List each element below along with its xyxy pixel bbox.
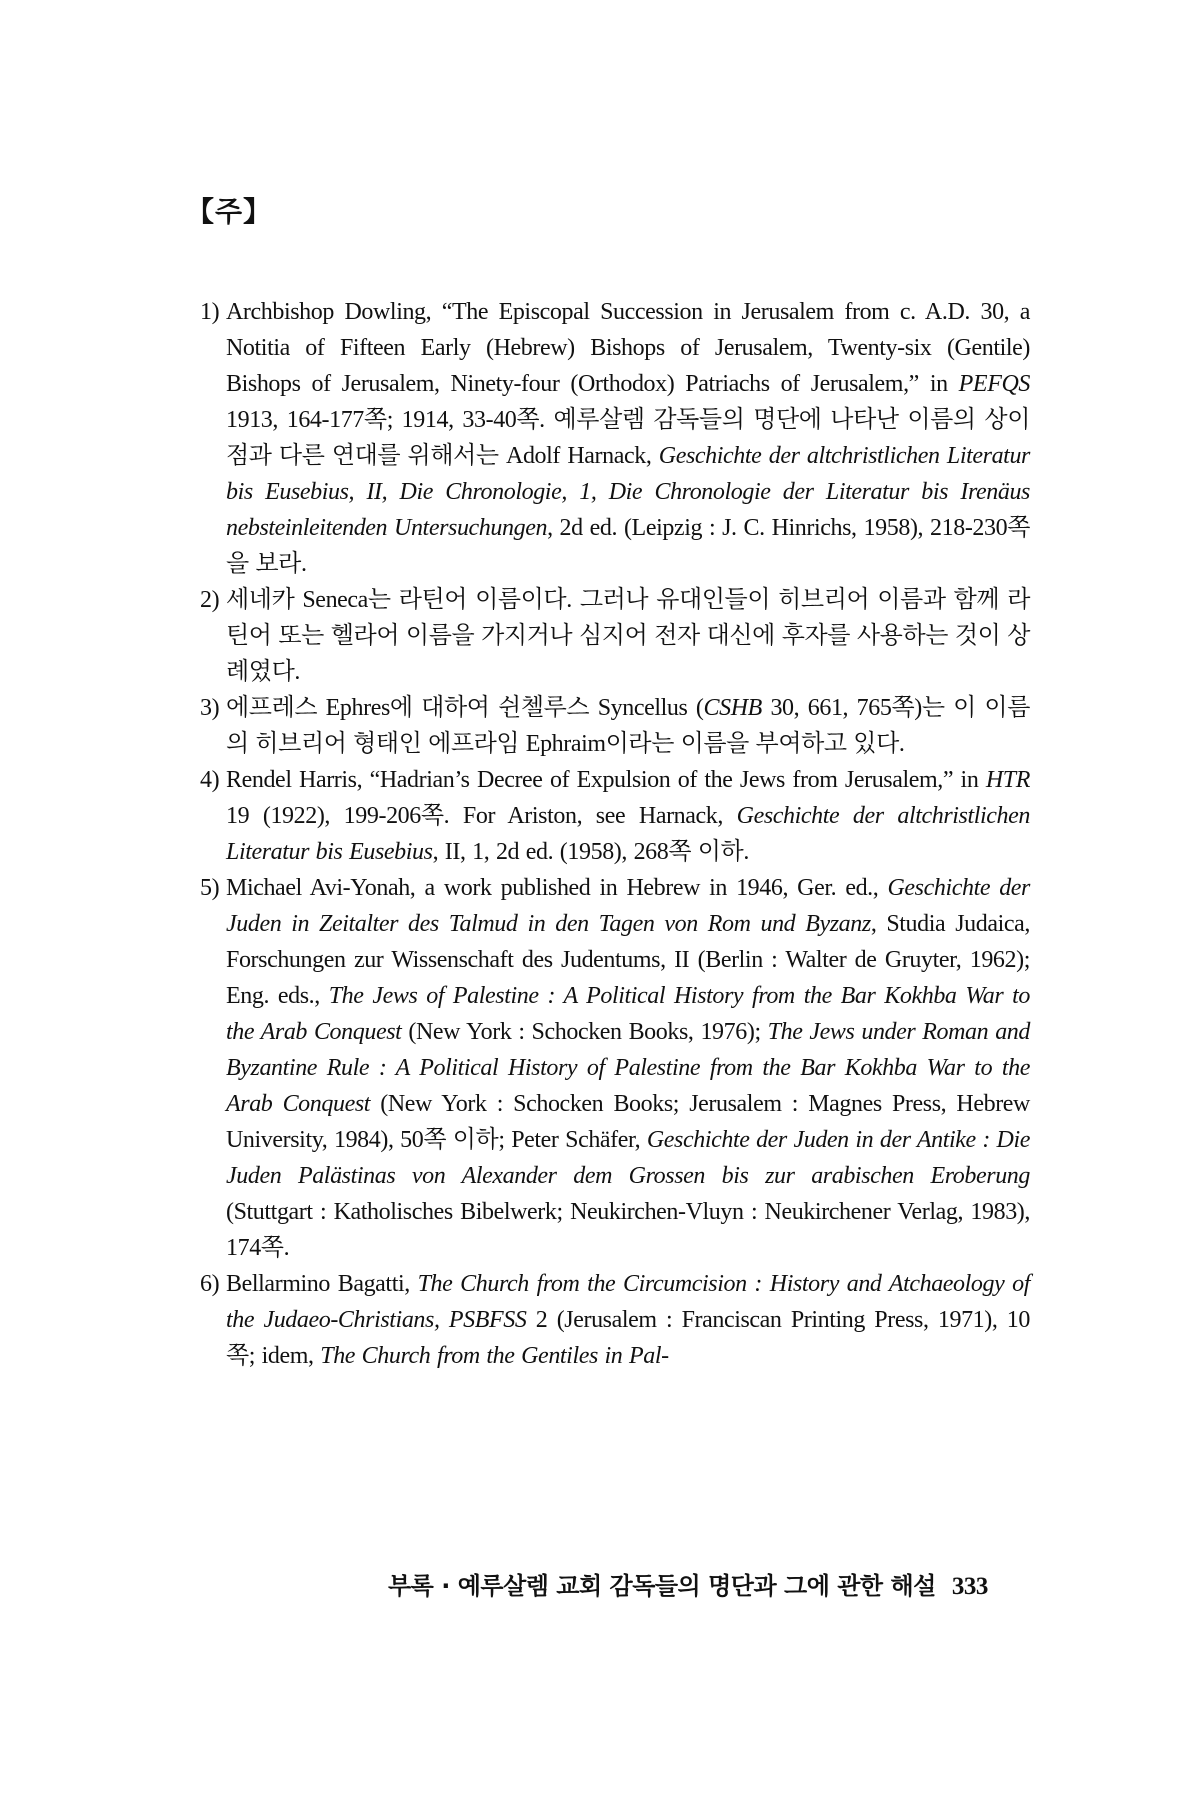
italic-title: Geschichte der altchristlichen Literatur bis Eusebius: [226, 803, 1030, 865]
footnote-text: 30, 661, 765쪽)는 이 이름의 히브리어 형태인 에프라임 Ephraim이라는 이름을 부여하고 있다.: [226, 695, 1030, 757]
footnote-text: 세네카 Seneca는 라틴어 이름이다. 그러나 유대인들이 히브리어 이름과 함께 라틴어 또는 헬라어 이름을 가지거나 심지어 전자 대신에 후자를 사용하는 것이 상례였다.: [226, 587, 1030, 685]
footnote-number: 1): [200, 299, 220, 325]
page-footer: [388, 1566, 988, 1601]
footnote-1: [200, 294, 1030, 582]
footnotes-list: [200, 294, 1030, 1374]
italic-title: The Jews of Palestine : A Political History from the Bar Kokhba War to the Arab Conquest: [226, 983, 1030, 1045]
footnote-6: [200, 1266, 1030, 1374]
footnote-text: , Studia Judaica, Forschungen zur Wissenschaft des Judentums, II (Berlin : Walter de Gruyter, 1962); Eng. eds.,: [226, 911, 1030, 1009]
footnote-number: 2): [200, 587, 220, 613]
footnote-number: 6): [200, 1271, 220, 1297]
footnote-text: (Stuttgart : Katholisches Bibelwerk; Neukirchen-Vluyn : Neukirchener Verlag, 1983), 174쪽.: [226, 1199, 1030, 1261]
running-title: 부록 · 예루살렘 교회 감독들의 명단과 그에 관한 해설: [388, 1572, 936, 1600]
italic-title: Geschichte der Juden in Zeitalter des Talmud in den Tagen von Rom und Byzanz: [226, 875, 1030, 937]
footnote-3: [200, 690, 1030, 762]
footnote-4: [200, 762, 1030, 870]
footnote-text: , II, 1, 2d ed. (1958), 268쪽 이하.: [432, 839, 749, 865]
italic-title: The Church from the Gentiles in Pal-: [320, 1343, 669, 1369]
footnote-5: [200, 870, 1030, 1266]
italic-title: PEFQS: [958, 371, 1030, 397]
italic-title: Geschichte der altchristlichen Literatur bis Eusebius, II, Die Chronologie, 1, Die Chronologie der Literatur bis Irenäus nebsteinleitenden Untersuchungen: [226, 443, 1030, 541]
footnote-text: Bellarmino Bagatti,: [226, 1271, 418, 1297]
italic-title: The Church from the Circumcision : History and Atchaeology of the Judaeo-Christians, PSBFSS: [226, 1271, 1030, 1333]
italic-title: CSHB: [703, 695, 762, 721]
footnote-text: 2 (Jerusalem : Franciscan Printing Press, 1971), 10쪽; idem,: [226, 1307, 1030, 1369]
italic-title: HTR: [985, 767, 1030, 793]
footnote-text: , 2d ed. (Leipzig : J. C. Hinrichs, 1958), 218-230쪽을 보라.: [226, 515, 1030, 577]
page-number: 333: [951, 1573, 988, 1600]
footnote-text: 1913, 164-177쪽; 1914, 33-40쪽. 예루살렘 감독들의 명단에 나타난 이름의 상이점과 다른 연대를 위해서는 Adolf Harnack,: [226, 407, 1030, 469]
italic-title: Geschichte der Juden in der Antike : Die Juden Palästinas von Alexander dem Grossen bis zur arabischen Eroberung: [226, 1127, 1030, 1189]
footnote-text: 에프레스 Ephres에 대하여 쉰첼루스 Syncellus (: [226, 695, 704, 721]
footnote-text: Archbishop Dowling, “The Episcopal Succession in Jerusalem from c. A.D. 30, a Notitia of Fifteen Early (Hebrew) Bishops of Jerusalem, Twenty-six (Gentile) Bishops of Jerusalem, Ninety-four (Orthodox) Patriachs of Jerusalem,” in: [226, 299, 1030, 397]
footnote-2: [200, 582, 1030, 690]
footnote-text: (New York : Schocken Books; Jerusalem : Magnes Press, Hebrew University, 1984), 50쪽 이하; Peter Schäfer,: [226, 1091, 1030, 1153]
notes-heading: 【주】: [186, 195, 273, 228]
footnote-text: 19 (1922), 199-206쪽. For Ariston, see Harnack,: [226, 803, 737, 829]
footnote-number: 3): [200, 695, 220, 721]
footnote-number: 5): [200, 875, 220, 901]
footnote-text: (New York : Schocken Books, 1976);: [401, 1019, 768, 1045]
footnote-text: Rendel Harris, “Hadrian’s Decree of Expulsion of the Jews from Jerusalem,” in: [226, 767, 986, 793]
italic-title: The Jews under Roman and Byzantine Rule : A Political History of Palestine from the Bar Kokhba War to the Arab Conquest: [226, 1019, 1030, 1117]
footnote-text: Michael Avi-Yonah, a work published in Hebrew in 1946, Ger. ed.,: [226, 875, 888, 901]
footnote-number: 4): [200, 767, 220, 793]
